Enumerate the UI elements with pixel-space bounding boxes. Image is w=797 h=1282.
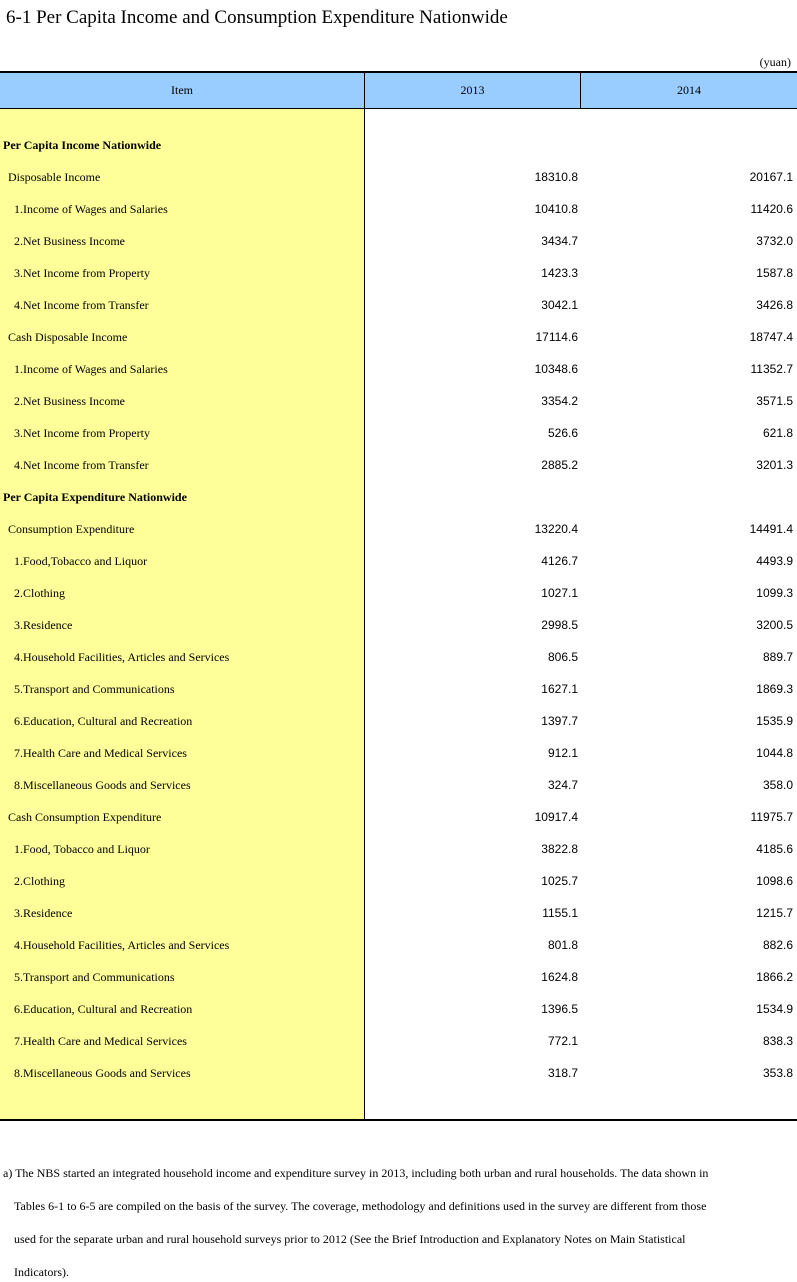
row-label: 4.Net Income from Transfer <box>14 298 149 312</box>
value-2013: 1027.1 <box>541 586 578 600</box>
table-row <box>0 770 797 802</box>
value-2013: 3042.1 <box>541 298 578 312</box>
value-2014: 358.0 <box>762 778 793 792</box>
value-2014: 3200.5 <box>756 618 793 632</box>
value-2014: 14491.4 <box>749 522 793 536</box>
value-2014: 4185.6 <box>756 842 793 856</box>
value-2013: 3434.7 <box>541 234 578 248</box>
value-2014: 621.8 <box>762 426 793 440</box>
table-row <box>0 802 797 834</box>
value-2014: 4493.9 <box>756 554 793 568</box>
table-row <box>0 930 797 962</box>
table-row <box>0 866 797 898</box>
value-2013: 3822.8 <box>541 842 578 856</box>
row-label: 3.Residence <box>14 906 73 920</box>
value-2013: 13220.4 <box>534 522 578 536</box>
row-label: 6.Education, Cultural and Recreation <box>14 1002 193 1016</box>
table-row <box>0 898 797 930</box>
header-bottom-rule <box>0 108 797 109</box>
value-2014: 353.8 <box>762 1066 793 1080</box>
value-2014: 1044.8 <box>756 746 793 760</box>
table-row <box>0 962 797 994</box>
row-label: 1.Income of Wages and Salaries <box>14 362 168 376</box>
value-2014: 889.7 <box>762 650 793 664</box>
section-header-row <box>0 130 797 162</box>
row-label: Consumption Expenditure <box>8 522 135 536</box>
row-label: 1.Food, Tobacco and Liquor <box>14 842 150 856</box>
table-row <box>0 578 797 610</box>
value-2014: 3201.3 <box>756 458 793 472</box>
row-label: Per Capita Income Nationwide <box>3 138 162 152</box>
footnote-line: a) The NBS started an integrated household income and expenditure survey in 2013, including both urban and rural households. The data shown in <box>3 1166 709 1180</box>
value-2013: 1155.1 <box>542 906 578 920</box>
value-2013: 324.7 <box>547 778 578 792</box>
value-2014: 3732.0 <box>756 234 793 248</box>
value-2013: 10917.4 <box>534 810 578 824</box>
value-2013: 18310.8 <box>534 170 578 184</box>
value-2014: 3571.5 <box>756 394 793 408</box>
row-label: 7.Health Care and Medical Services <box>14 746 187 760</box>
value-2013: 318.7 <box>547 1066 578 1080</box>
value-2014: 1098.6 <box>756 874 793 888</box>
value-2014: 20167.1 <box>749 170 793 184</box>
row-label: 7.Health Care and Medical Services <box>14 1034 187 1048</box>
value-2013: 801.8 <box>547 938 578 952</box>
row-label: 6.Education, Cultural and Recreation <box>14 714 193 728</box>
table-row <box>0 994 797 1026</box>
row-label: 3.Residence <box>14 618 73 632</box>
row-label: 1.Food,Tobacco and Liquor <box>14 554 148 568</box>
table-row <box>0 610 797 642</box>
table-row <box>0 322 797 354</box>
value-2014: 18747.4 <box>749 330 793 344</box>
value-2014: 1535.9 <box>756 714 793 728</box>
table-row <box>0 706 797 738</box>
row-label: Per Capita Expenditure Nationwide <box>3 490 187 504</box>
table-row <box>0 1026 797 1058</box>
row-label: 4.Household Facilities, Articles and Services <box>14 938 230 952</box>
table-row <box>0 738 797 770</box>
table-row <box>0 290 797 322</box>
table-row <box>0 354 797 386</box>
value-2013: 10410.8 <box>534 202 578 216</box>
row-label: 1.Income of Wages and Salaries <box>14 202 168 216</box>
table-row <box>0 1058 797 1090</box>
row-label: Cash Disposable Income <box>8 330 128 344</box>
value-2013: 1396.5 <box>541 1002 578 1016</box>
table-row <box>0 834 797 866</box>
row-label: 2.Net Business Income <box>14 394 125 408</box>
value-2014: 11975.7 <box>750 810 793 824</box>
value-2013: 806.5 <box>547 650 578 664</box>
table-row <box>0 418 797 450</box>
table-row <box>0 642 797 674</box>
table-row <box>0 226 797 258</box>
value-2013: 2885.2 <box>541 458 578 472</box>
value-2013: 1627.1 <box>541 682 578 696</box>
table-row <box>0 546 797 578</box>
value-2014: 3426.8 <box>756 298 793 312</box>
column-header-2014: 2014 <box>677 83 701 97</box>
row-label: Cash Consumption Expenditure <box>8 810 162 824</box>
row-label: Disposable Income <box>8 170 101 184</box>
value-2013: 1423.3 <box>541 266 578 280</box>
value-2013: 1025.7 <box>541 874 578 888</box>
row-label: 3.Net Income from Property <box>14 426 150 440</box>
value-2014: 11420.6 <box>750 202 793 216</box>
table-row <box>0 258 797 290</box>
table-bottom-rule <box>0 1119 797 1121</box>
footnote-line: Tables 6-1 to 6-5 are compiled on the basis of the survey. The coverage, methodology and definitions used in the survey are different from those <box>14 1199 707 1213</box>
row-label: 3.Net Income from Property <box>14 266 150 280</box>
footnote-line: used for the separate urban and rural household surveys prior to 2012 (See the Brief Introduction and Explanatory Notes on Main Statistical <box>14 1232 686 1246</box>
value-2014: 1866.2 <box>756 970 793 984</box>
row-label: 8.Miscellaneous Goods and Services <box>14 778 191 792</box>
value-2014: 1099.3 <box>756 586 793 600</box>
row-label: 5.Transport and Communications <box>14 682 175 696</box>
value-2014: 882.6 <box>762 938 793 952</box>
value-2014: 838.3 <box>762 1034 793 1048</box>
value-2014: 1215.7 <box>756 906 793 920</box>
value-2013: 526.6 <box>547 426 578 440</box>
table-row <box>0 514 797 546</box>
footnotes <box>3 1157 793 1282</box>
table-body <box>0 130 797 1090</box>
table-row <box>0 162 797 194</box>
value-2013: 10348.6 <box>534 362 578 376</box>
value-2013: 1397.7 <box>541 714 578 728</box>
value-2013: 4126.7 <box>541 554 578 568</box>
row-label: 8.Miscellaneous Goods and Services <box>14 1066 191 1080</box>
column-header-2013: 2013 <box>460 83 485 97</box>
value-2013: 3354.2 <box>541 394 578 408</box>
table-row <box>0 194 797 226</box>
value-2013: 2998.5 <box>541 618 578 632</box>
table-row <box>0 450 797 482</box>
value-2013: 17114.6 <box>535 330 578 344</box>
value-2014: 11352.7 <box>750 362 793 376</box>
value-2014: 1869.3 <box>756 682 793 696</box>
row-label: 2.Clothing <box>14 874 66 888</box>
row-label: 5.Transport and Communications <box>14 970 175 984</box>
page-title: 6-1 Per Capita Income and Consumption Expenditure Nationwide <box>6 7 508 28</box>
table-row <box>0 674 797 706</box>
unit-label: (yuan) <box>759 55 791 69</box>
value-2013: 772.1 <box>547 1034 578 1048</box>
table-row <box>0 386 797 418</box>
value-2013: 912.1 <box>547 746 578 760</box>
row-label: 2.Net Business Income <box>14 234 125 248</box>
row-label: 2.Clothing <box>14 586 66 600</box>
column-header-item: Item <box>171 83 193 97</box>
row-label: 4.Net Income from Transfer <box>14 458 149 472</box>
section-header-row <box>0 482 797 514</box>
value-2013: 1624.8 <box>541 970 578 984</box>
value-2014: 1587.8 <box>756 266 793 280</box>
row-label: 4.Household Facilities, Articles and Services <box>14 650 230 664</box>
value-2014: 1534.9 <box>756 1002 793 1016</box>
footnote-line: Indicators). <box>14 1265 69 1279</box>
